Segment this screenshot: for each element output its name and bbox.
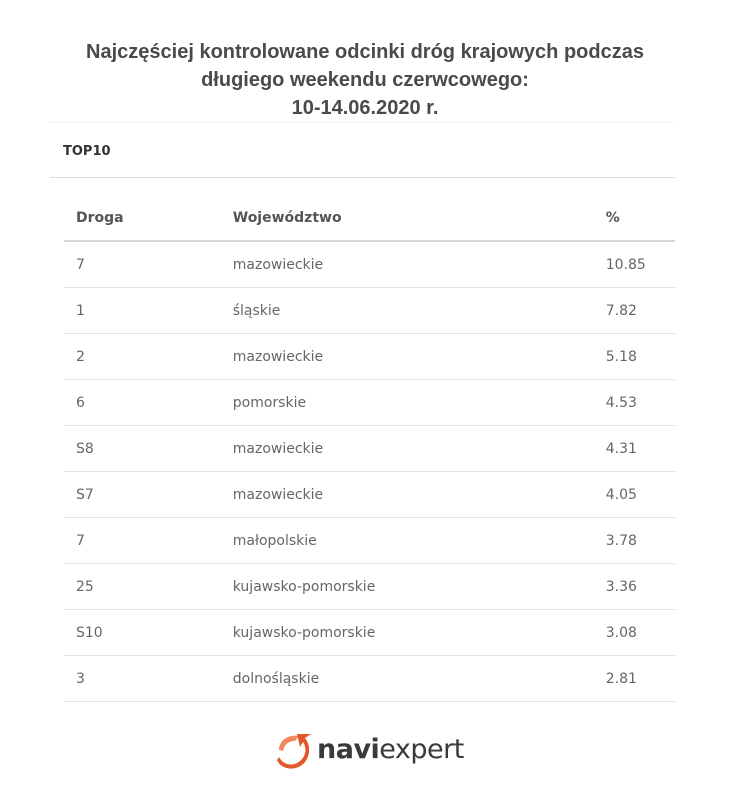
cell-wojewodztwo: mazowieckie bbox=[221, 472, 594, 518]
cell-droga: S7 bbox=[64, 472, 221, 518]
cell-droga: 7 bbox=[64, 518, 221, 564]
cell-droga: 2 bbox=[64, 334, 221, 380]
table-row bbox=[64, 472, 675, 518]
section-label: TOP10 bbox=[63, 144, 111, 159]
top-divider bbox=[50, 122, 675, 123]
cell-percent: 3.78 bbox=[594, 518, 675, 564]
cell-droga: 3 bbox=[64, 656, 221, 702]
cell-droga: S8 bbox=[64, 426, 221, 472]
cell-percent: 3.08 bbox=[594, 610, 675, 656]
cell-droga: 25 bbox=[64, 564, 221, 610]
cell-percent: 4.53 bbox=[594, 380, 675, 426]
cell-percent: 4.05 bbox=[594, 472, 675, 518]
table-row bbox=[64, 241, 675, 288]
column-header-wojewodztwo: Województwo bbox=[221, 195, 594, 241]
table-row bbox=[64, 610, 675, 656]
column-header-droga: Droga bbox=[64, 195, 221, 241]
cell-wojewodztwo: pomorskie bbox=[221, 380, 594, 426]
title-line-1: Najczęściej kontrolowane odcinki dróg krajowych podczas bbox=[86, 41, 644, 63]
cell-percent: 7.82 bbox=[594, 288, 675, 334]
naviexpert-arrow-logo-icon bbox=[275, 730, 315, 772]
table-row bbox=[64, 656, 675, 702]
cell-percent: 2.81 bbox=[594, 656, 675, 702]
title-line-2: długiego weekendu czerwcowego: bbox=[201, 69, 529, 91]
title-line-3: 10-14.06.2020 r. bbox=[291, 97, 439, 119]
table-row bbox=[64, 380, 675, 426]
cell-wojewodztwo: dolnośląskie bbox=[221, 656, 594, 702]
cell-wojewodztwo: śląskie bbox=[221, 288, 594, 334]
cell-droga: 7 bbox=[64, 241, 221, 288]
cell-percent: 10.85 bbox=[594, 241, 675, 288]
table-header-row bbox=[64, 195, 675, 241]
cell-percent: 5.18 bbox=[594, 334, 675, 380]
naviexpert-logo bbox=[275, 730, 475, 774]
cell-percent: 3.36 bbox=[594, 564, 675, 610]
cell-percent: 4.31 bbox=[594, 426, 675, 472]
cell-wojewodztwo: mazowieckie bbox=[221, 426, 594, 472]
table-row bbox=[64, 334, 675, 380]
table-body bbox=[64, 241, 675, 702]
chart-title bbox=[0, 38, 730, 122]
logo-wordmark bbox=[317, 732, 464, 768]
column-header-percent: % bbox=[594, 195, 675, 241]
section-divider bbox=[50, 177, 675, 178]
cell-wojewodztwo: mazowieckie bbox=[221, 334, 594, 380]
cell-wojewodztwo: mazowieckie bbox=[221, 241, 594, 288]
table-row bbox=[64, 564, 675, 610]
data-table bbox=[64, 195, 675, 702]
table-row bbox=[64, 288, 675, 334]
logo-text-bold: navi bbox=[317, 734, 380, 765]
cell-wojewodztwo: kujawsko-pomorskie bbox=[221, 564, 594, 610]
table-row bbox=[64, 518, 675, 564]
cell-droga: S10 bbox=[64, 610, 221, 656]
cell-droga: 6 bbox=[64, 380, 221, 426]
logo-text-regular: expert bbox=[379, 734, 464, 765]
table-row bbox=[64, 426, 675, 472]
cell-wojewodztwo: małopolskie bbox=[221, 518, 594, 564]
cell-droga: 1 bbox=[64, 288, 221, 334]
cell-wojewodztwo: kujawsko-pomorskie bbox=[221, 610, 594, 656]
